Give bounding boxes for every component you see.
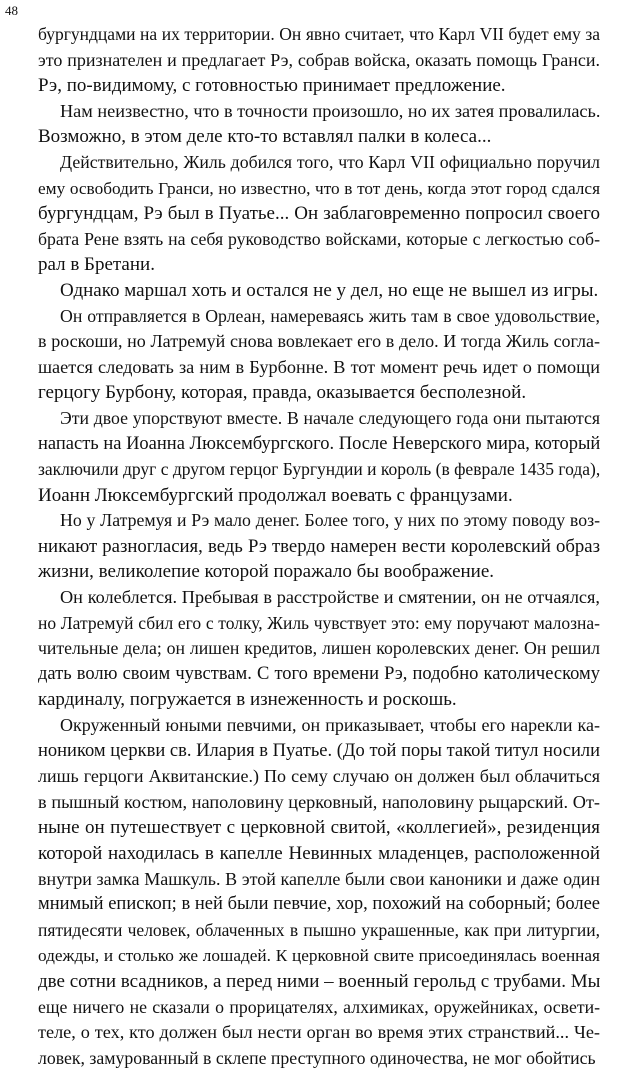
text-line: теле, о тех, кто должен был нести орган во время этих странствий... Че- xyxy=(38,1022,600,1043)
paragraph xyxy=(38,585,600,713)
paragraph xyxy=(38,406,600,508)
paragraph xyxy=(38,278,600,304)
text-line: напасть на Иоанна Люксембургского. После Неверского мира, который xyxy=(38,433,601,454)
text-line: ловек, замурованный в склепе преступного одиночества, не мог обойтись xyxy=(38,1047,596,1068)
paragraph xyxy=(38,22,600,99)
text-line: которой находилась в капелле Невинных младенцев, расположенной xyxy=(38,843,600,864)
text-line: шается следовать за ним в Бурбонне. В тот момент речь идет о помощи xyxy=(38,356,600,377)
text-line: в роскоши, но Латремуй снова вовлекает его в дело. И тогда Жиль согла- xyxy=(38,331,600,352)
text-line: дать волю своим чувствам. С того времени Рэ, подобно католическому xyxy=(38,663,600,684)
text-line: герцогу Бурбону, которая, правда, оказывается бесполезной. xyxy=(38,382,527,404)
text-line: бургундцами на их территории. Он явно считает, что Карл VII будет ему за xyxy=(38,24,600,44)
text-line: Однако маршал хоть и остался не у дел, но еще не вышел из игры. xyxy=(60,279,599,301)
paragraph xyxy=(38,99,600,150)
text-line: Иоанн Люксембургский продолжал воевать с французами. xyxy=(38,484,513,506)
text-line: ему освободить Гранси, но известно, что в тот день, когда этот город сдался xyxy=(38,178,600,198)
text-line: еще ничего не сказали о прорицателях, алхимиках, оружейниках, освети- xyxy=(38,996,600,1017)
text-line: Нам неизвестно, что в точности произошло, но их затея провалилась. xyxy=(60,100,601,121)
text-line: кардиналу, погружается в изнеженность и роскошь. xyxy=(38,689,457,711)
text-line: чительные дела; он лишен кредитов, лишен королевских денег. Он решил xyxy=(38,638,600,659)
text-line: Он отправляется в Орлеан, намереваясь жить там в свое удовольствие, xyxy=(60,305,600,326)
text-line: бургундцам, Рэ был в Пуатье... Он заблаговременно попросил своего xyxy=(38,203,600,225)
text-line: лишь герцоги Аквитанские.) По сему случаю он должен был облачиться xyxy=(38,766,600,787)
body-text xyxy=(38,22,600,1071)
text-line: внутри замка Машкуль. В этой капелле были свои каноники и даже один xyxy=(38,868,600,889)
text-line: рал в Бретани. xyxy=(38,254,155,276)
text-line: Он колеблется. Пребывая в расстройстве и смятении, он не отчаялся, xyxy=(60,587,600,608)
paragraph xyxy=(38,713,600,1071)
text-line: Эти двое упорствуют вместе. В начале следующего года они пытаются xyxy=(60,407,600,428)
text-line: две сотни всадников, а перед ними – военный герольд с трубами. Мы xyxy=(38,970,601,992)
text-line: в пышный костюм, наполовину церковный, наполовину рыцарский. От- xyxy=(38,791,600,812)
text-line: никают разногласия, ведь Рэ твердо намерен вести королевский образ xyxy=(38,535,600,557)
text-line: Возможно, в этом деле кто-то вставлял палки в колеса... xyxy=(38,126,492,148)
text-line: брата Рене взять на себя руководство войсками, которые с легкостью соб- xyxy=(38,228,600,249)
text-line: ныне он путешествует с церковной свитой, «коллегией», резиденция xyxy=(38,817,600,839)
text-line: Действительно, Жиль добился того, что Карл VII официально поручил xyxy=(60,151,600,172)
paragraph xyxy=(38,508,600,585)
text-line: заключили друг с другом герцог Бургундии и король (в феврале 1435 года), xyxy=(38,459,601,480)
text-line: но Латремуй сбил его с толку, Жиль чувствует это: ему поручают малозна- xyxy=(38,612,600,633)
text-line: одежды, и столько же лошадей. К церковной свите присоединялась военная xyxy=(38,946,600,966)
text-line: пятидесяти человек, облаченных в пышно украшенные, как при литургии, xyxy=(38,919,600,940)
text-line: это признателен и предлагает Рэ, собрав войска, оказать помощь Гранси. xyxy=(38,49,600,70)
paragraph xyxy=(38,304,600,406)
page-number: 48 xyxy=(5,3,18,18)
text-line: Рэ, по-видимому, с готовностью принимает предложение. xyxy=(38,75,506,97)
text-line: жизни, великолепие которой поражало бы воображение. xyxy=(38,561,495,583)
text-line: Но у Латремуя и Рэ мало денег. Более того, у них по этому поводу воз- xyxy=(60,510,600,531)
paragraph xyxy=(38,150,600,278)
text-line: Окруженный юными певчими, он приказывает, чтобы его нарекли ка- xyxy=(60,715,600,736)
text-line: ноником церкви св. Илария в Пуатье. (До той поры такой титул носили xyxy=(38,740,600,761)
text-line: мнимый епископ; в ней были певчие, хор, похожий на соборный; более xyxy=(38,894,600,915)
